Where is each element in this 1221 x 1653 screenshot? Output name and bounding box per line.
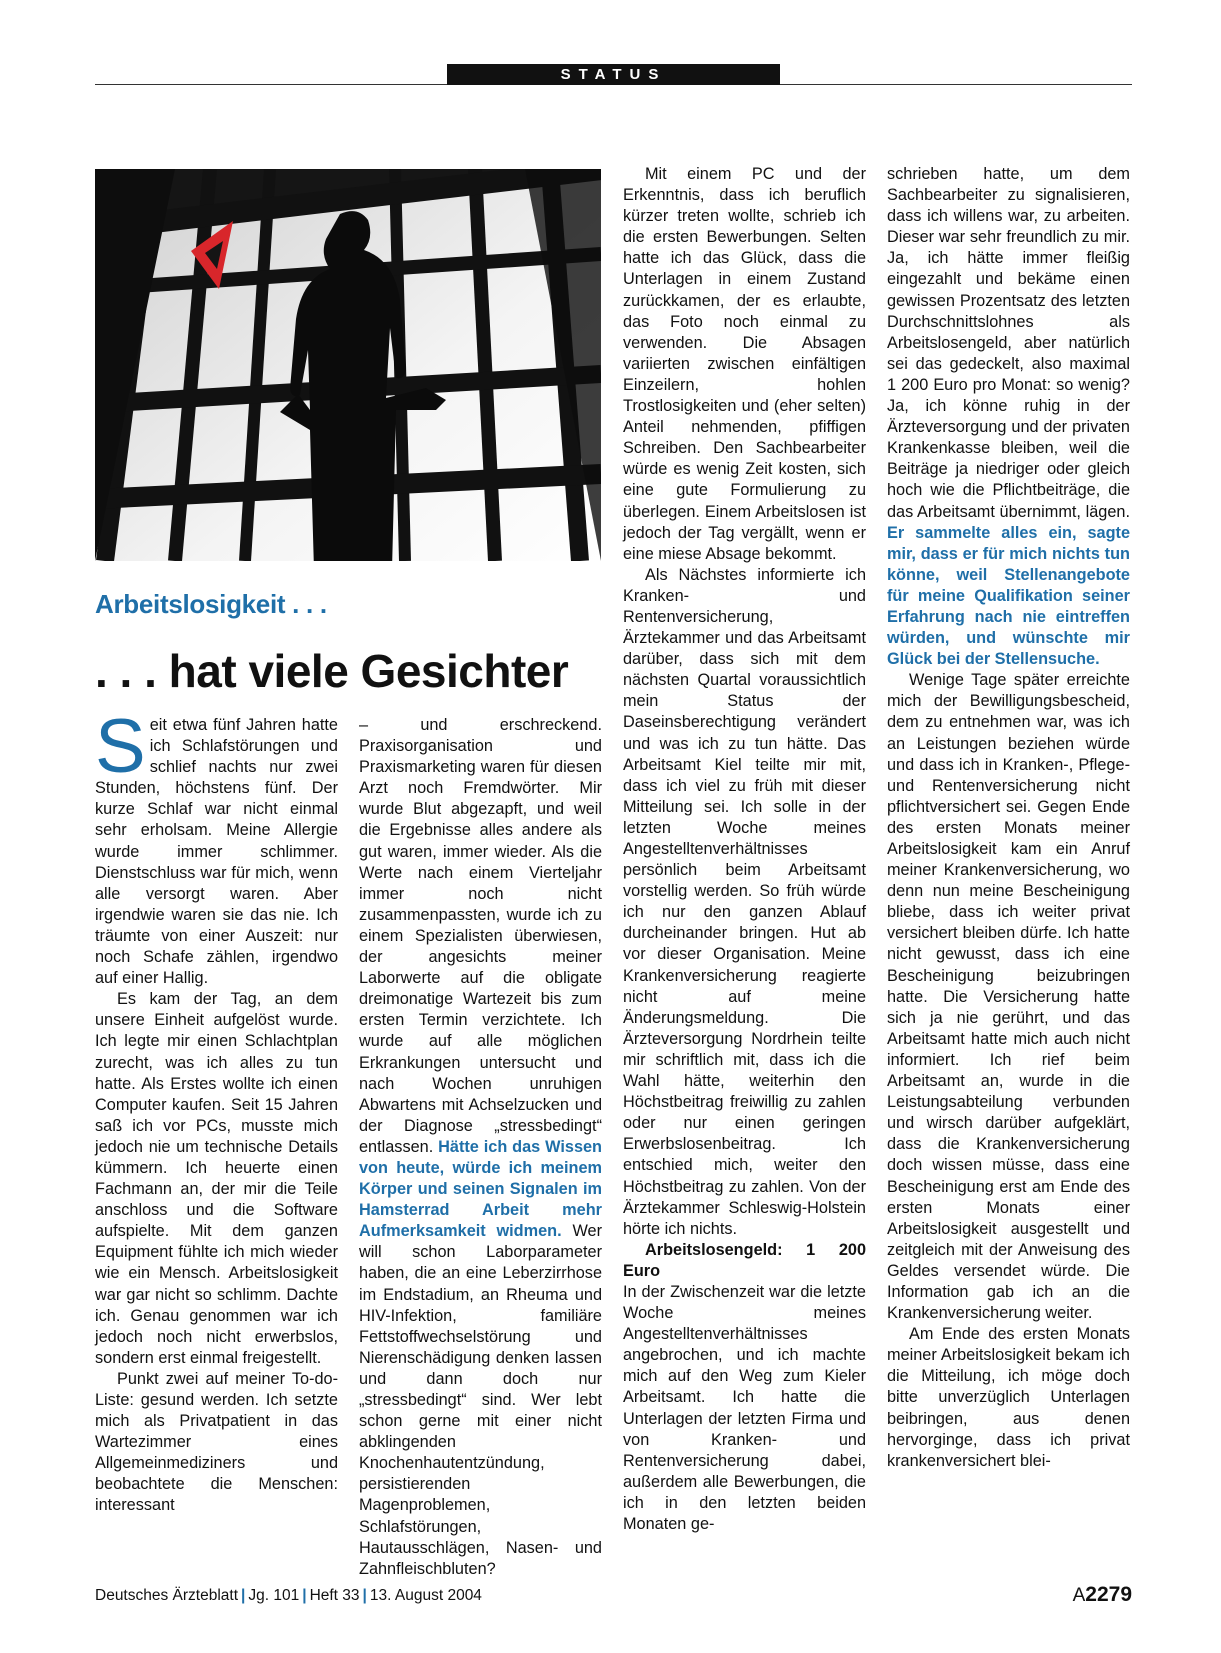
article-column-4: [887, 164, 1130, 1472]
highlighted-quote: Er sammelte alles ein, sagte mir, dass er für mich nichts tun könne, weil Stellenangebote für meine Qualifikation seiner Erfahrung nach nie eintreffen würden, und wünschte mir Glück bei der Stellensuche.: [887, 523, 1130, 669]
page-number: A2279: [1072, 1583, 1132, 1606]
journal-name: Deutsches Ärzteblatt: [95, 1587, 239, 1604]
journal-date: 13. August 2004: [369, 1587, 482, 1604]
highlighted-quote: Hätte ich das Wissen von heute, würde ich meinem Körper und seinen Signalen im Hamsterrad Arbeit mehr Aufmerksamkeit widmen.: [359, 1137, 602, 1241]
paragraph: Punkt zwei auf meiner To-do-Liste: gesund werden. Ich setzte mich als Privatpatient in das Wartezimmer eines Allgemeinmediziners und beobachtete die Menschen: interessant: [95, 1369, 338, 1515]
paragraph: Es kam der Tag, an dem unsere Einheit aufgelöst wurde. Ich legte mir einen Schlachtplan zurecht, was ich alles zu tun hatte. Als Erstes wollte ich einen Computer kaufen. Seit 15 Jahren saß ich vor PCs, musste mich jedoch nie um technische Details kümmern. Ich heuerte einen Fachmann an, der mir die Teile anschloss und die Software aufspielte. Mit dem ganzen Equipment fühlte ich mich wieder wie ein Mensch. Arbeitslosigkeit war gar nicht so schlimm. Dachte ich. Genau genommen war ich jedoch noch nicht erwerbslos, sondern erst einmal freigestellt.: [95, 990, 338, 1367]
section-subhead: Arbeitslosengeld: 1 200 Euro: [623, 1240, 866, 1280]
journal-issue: Heft 33: [309, 1587, 360, 1604]
footer-citation: Deutsches Ärzteblatt | Jg. 101 | Heft 33 | 13. August 2004: [95, 1587, 482, 1604]
section-label: STATUS: [447, 64, 780, 85]
paragraph: schrieben hatte, um dem Sachbearbeiter zu signalisieren, dass ich willens war, zu arbeiten. Dieser war sehr freundlich zu mir. Ja, ich hätte immer fleißig eingezahlt und bekäme einen gewissen Prozentsatz des letzten Durchschnittslohnes als Arbeitslosengeld, aber natürlich sei das gedeckelt, also maximal 1 200 Euro pro Monat: so wenig? Ja, ich könne ruhig in der Ärzteversorgung und der privaten Krankenkasse bleiben, weil die Beiträge ja niedriger oder gleich hoch wie die Pflichtbeiträge, die das Arbeitsamt übernimmt, lägen. Er sammelte alles ein, sagte mir, dass er für mich nichts tun könne, weil Stellenangebote für meine Qualifikation seiner Erfahrung nach nie eintreffen würden, und wünschte mir Glück bei der Stellensuche.: [887, 165, 1130, 669]
article-column-1: [95, 704, 338, 1517]
paragraph: – und erschreckend. Praxisorganisation und Praxismarketing waren für diesen Arzt noch Fremdwörter. Mir wurde Blut abgezapft, und weil die Ergebnisse alles andere als gut waren, immer wieder. Als die Werte nach einem Vierteljahr immer noch nicht zusammenpassten, wurde ich zu einem Spezialisten überwiesen, der angesichts meiner Laborwerte auf die obligate dreimonatige Wartezeit bis zum ersten Termin verzichtete. Ich wurde auf alle möglichen Erkrankungen untersucht und nach Wochen unruhigen Abwartens mit Achselzucken und der Diagnose „stressbedingt“ entlassen. Hätte ich das Wissen von heute, würde ich meinem Körper und seinen Signalen im Hamsterrad Arbeit mehr Aufmerksamkeit widmen. Wer will schon Laborparameter haben, die an eine Leberzirrhose im Endstadium, an Rheuma und HIV-Infektion, familiäre Fettstoffwechselstörung und Nierenschädigung denken lassen und dann doch nur „stressbedingt“ sind. Wer lebt schon gerne mit einer nicht abklingenden Knochenhautentzündung, persistierenden Magenproblemen, Schlafstörungen, Hautausschlägen, Nasen- und Zahnfleischbluten?: [359, 716, 602, 1578]
silhouette-window-image: [95, 169, 601, 561]
drop-cap: S: [95, 704, 146, 789]
paragraph: Mit einem PC und der Erkenntnis, dass ich beruflich kürzer treten wollte, schrieb ich die ersten Bewerbungen. Selten hatte ich das Glück, dass die Unterlagen in einem Zustand zurückkamen, der es erlaubte, das Foto noch einmal zu verwenden. Die Absagen variierten zwischen einfältigen Einzeilern, hohlen Trostlosigkeiten und (eher selten) Anteil nehmenden, pfiffigen Schreiben. Den Sachbearbeiter würde es wenig Zeit kosten, sich eine gute Formulierung zu überlegen. Einem Arbeitslosen ist jedoch der Tag vergällt, wenn er eine miese Absage bekommt.: [623, 165, 866, 563]
paragraph: Seit etwa fünf Jahren hatte ich Schlafstörungen und schlief nachts nur zwei Stunden, höchstens fünf. Der kurze Schlaf war nicht einmal sehr erholsam. Meine Allergie wurde immer schlimmer. Dienstschluss war für mich, wenn alle versorgt waren. Aber irgendwie waren sie das nie. Ich träumte von einer Auszeit: nur noch Schafe zählen, irgendwo auf einer Hallig.: [95, 704, 338, 988]
paragraph: Am Ende des ersten Monats meiner Arbeitslosigkeit bekam ich die Mitteilung, ich möge doch bitte unverzüglich Unterlagen beibringen, aus denen hervorginge, dass ich privat krankenversichert blei-: [887, 1325, 1130, 1470]
article-column-3: [623, 164, 866, 1535]
article-kicker: Arbeitslosigkeit . . .: [95, 589, 327, 619]
paragraph: Als Nächstes informierte ich Kranken- und Rentenversicherung, Ärztekammer und das Arbeitsamt darüber, dass sich mit dem nächsten Quartal voraussichtlich mein Status der Daseinsberechtigung verändert und was ich zu tun hätte. Das Arbeitsamt Kiel teilte mir mit, dass ich viel zu früh mit dieser Mitteilung sei. Ich solle in der letzten Woche meines Angestelltenverhältnisses persönlich beim Arbeitsamt vorstellig werden. So früh würde ich nur den ganzen Ablauf durcheinander bringen. Hut ab vor dieser Organisation. Meine Krankenversicherung reagierte nicht auf meine Änderungsmeldung. Die Ärzteversorgung Nordrhein teilte mir schriftlich mit, dass ich die Wahl hätte, weiterhin den Höchstbeitrag freiwillig zu zahlen oder nur einen geringen Erwerbslosenbeitrag. Ich entschied mich, weiter den Höchstbeitrag zu zahlen. Von der Ärztekammer Schleswig-Holstein hörte ich nichts.: [623, 565, 866, 1238]
journal-volume: Jg. 101: [248, 1587, 300, 1604]
article-photo: [95, 169, 601, 561]
paragraph: In der Zwischenzeit war die letzte Woche meines Angestelltenverhältnisses angebrochen, und ich machte mich auf den Weg zum Kieler Arbeitsamt. Ich hatte die Unterlagen der letzten Firma und von Kranken- und Rentenversicherung dabei, außerdem alle Bewerbungen, die ich in den letzten beiden Monaten ge-: [623, 1282, 866, 1533]
article-column-2: [359, 715, 602, 1580]
paragraph: Wenige Tage später erreichte mich der Bewilligungsbescheid, dem zu entnehmen war, was ich an Leistungen beziehen würde und dass ich in Kranken-, Pflege- und Rentenversicherung nicht pflichtversichert sei. Gegen Ende des ersten Monats meiner Arbeitslosigkeit kam ein Anruf meiner Krankenversicherung, wo denn nun meine Bescheinigung bliebe, dass ich weiter privat versichert bleiben dürfe. Ich hatte nicht gewusst, dass ich eine Bescheinigung beizubringen hatte. Die Versicherung hatte sich ja nie gerührt, und das Arbeitsamt hatte mich auch nicht informiert. Ich rief beim Arbeitsamt an, wurde in die Leistungsabteilung verbunden und wirsch darüber aufgeklärt, dass die Krankenversicherung doch wissen müsse, dass eine Bescheinigung erst am Ende des ersten Monats einer Arbeitslosigkeit ausgestellt und zeitgleich mit der Anweisung des Geldes versendet würde. Die Information gab ich an die Krankenversicherung weiter.: [887, 671, 1130, 1323]
article-headline: . . . hat viele Gesichter: [95, 645, 569, 697]
